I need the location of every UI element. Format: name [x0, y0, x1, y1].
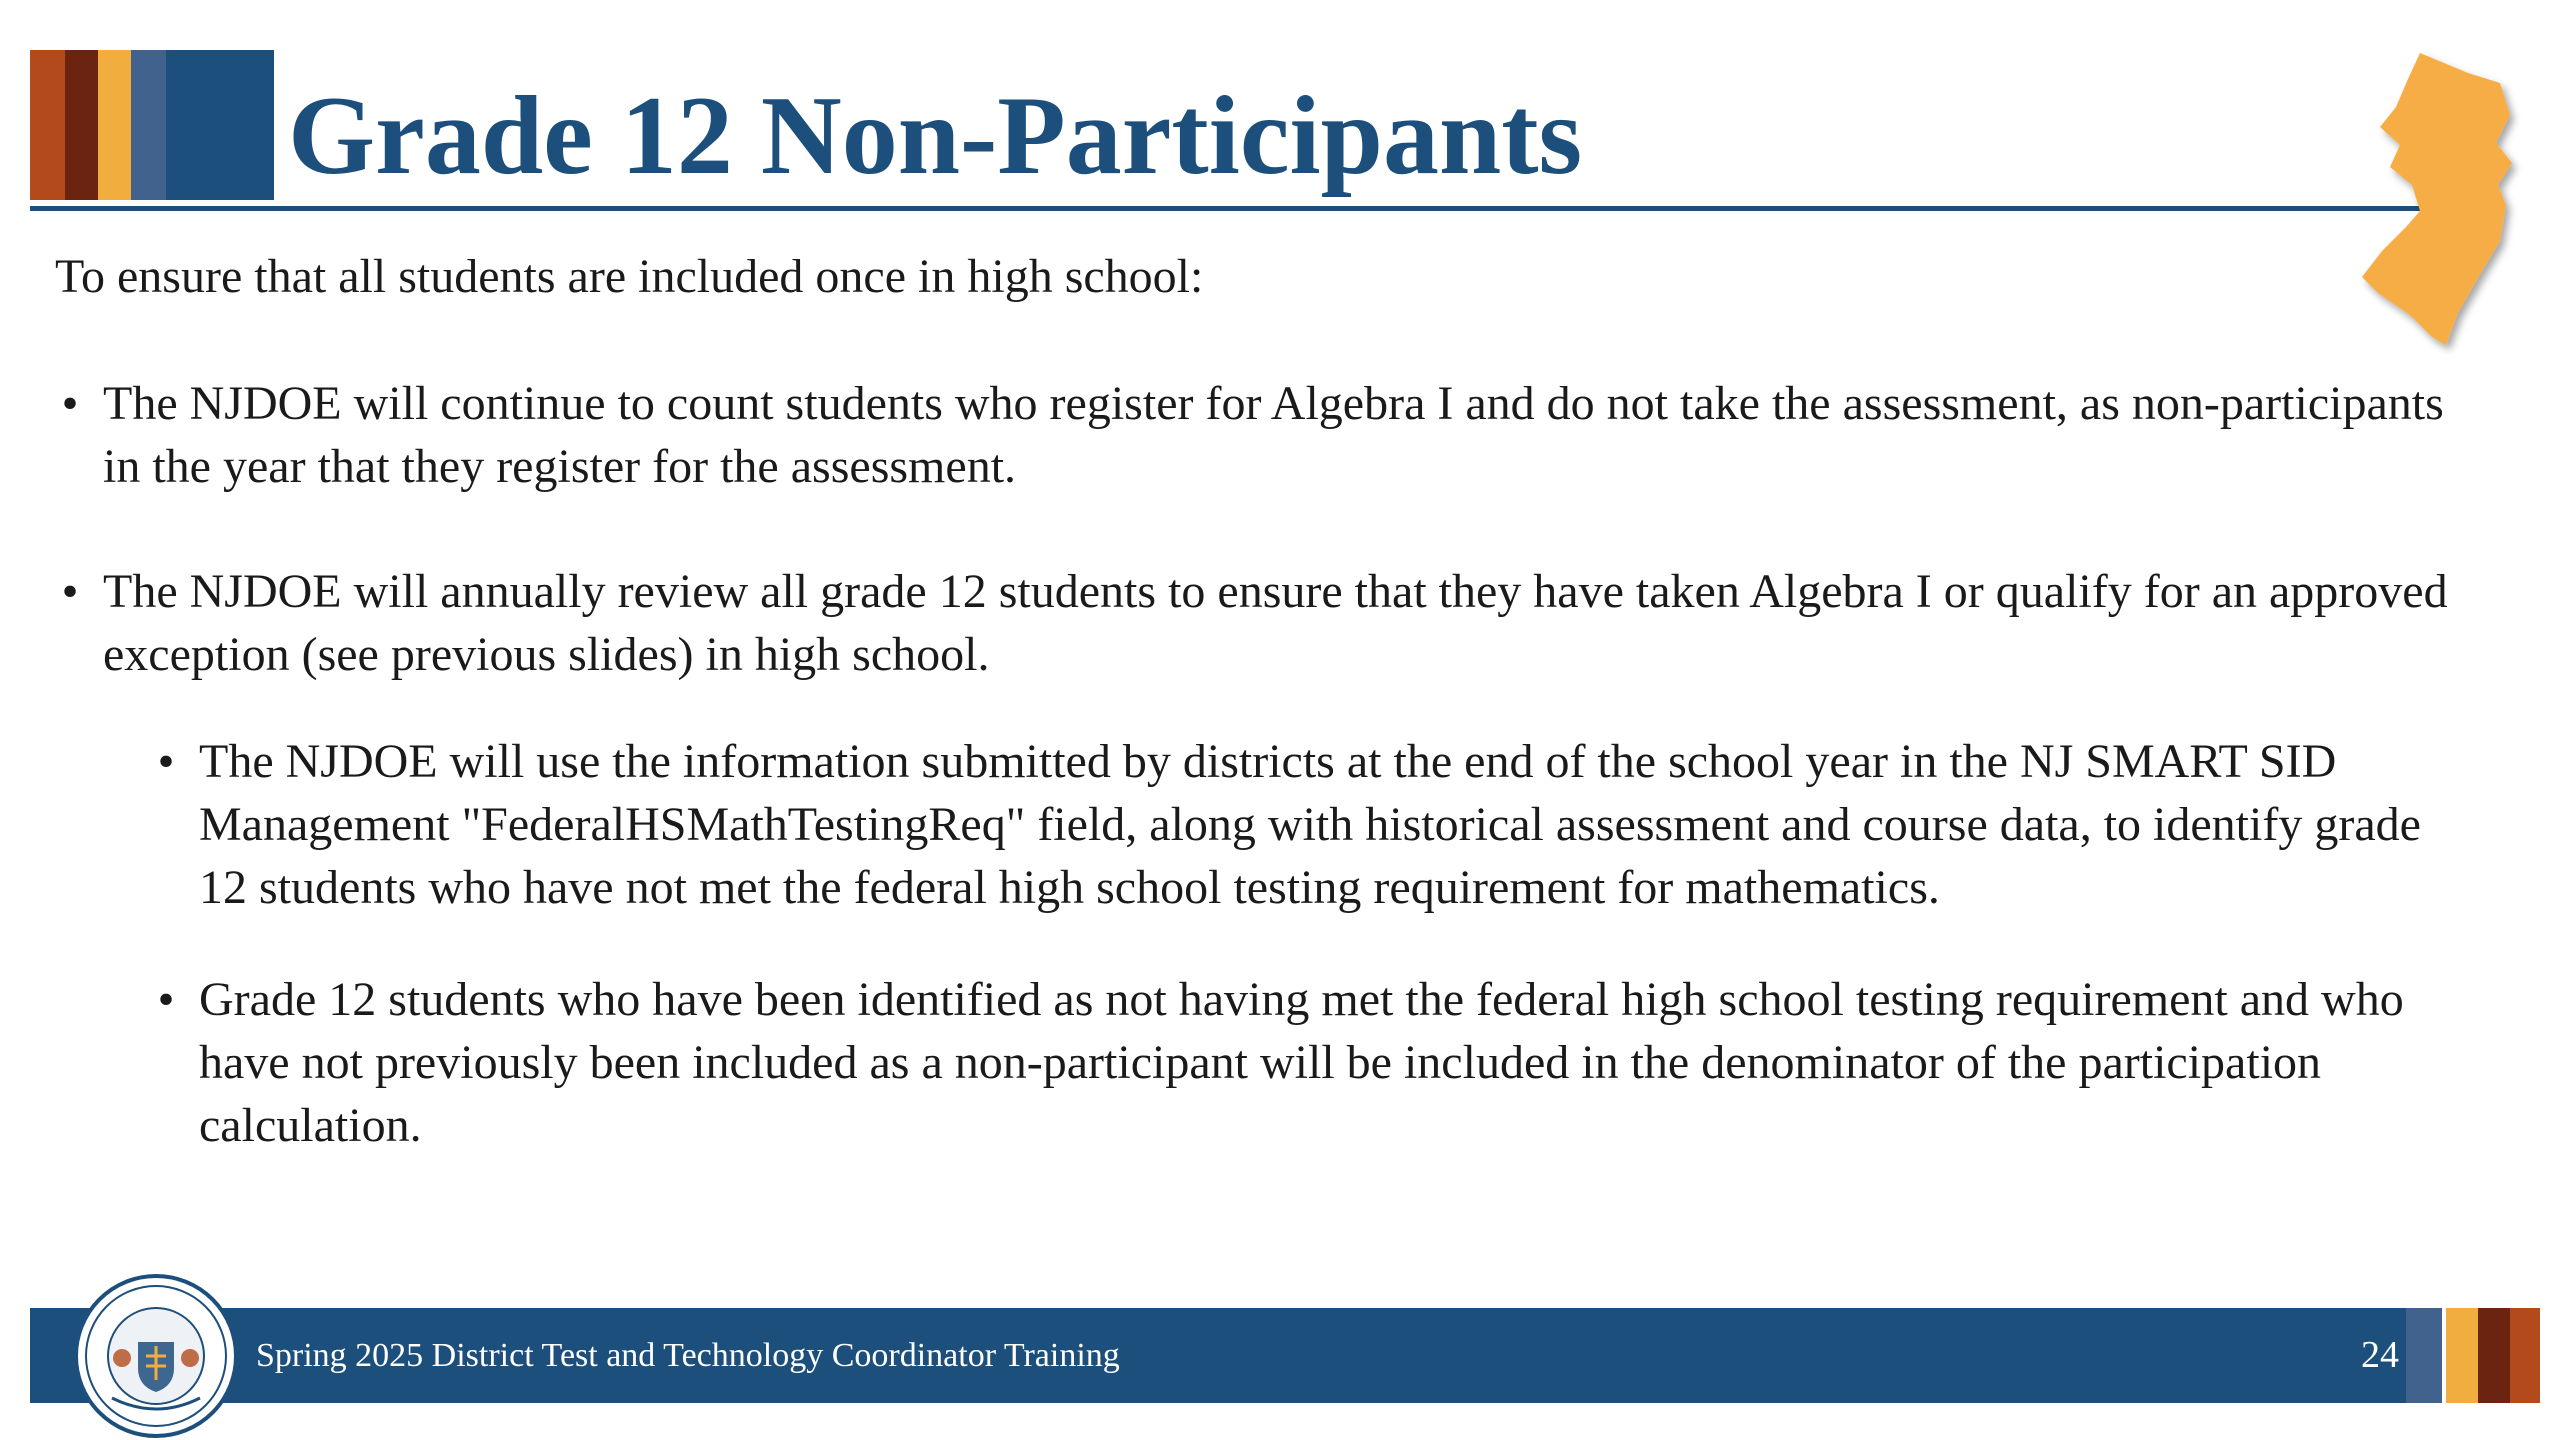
stripe-slate — [131, 50, 166, 200]
stripe-gold — [98, 50, 131, 200]
intro-text: To ensure that all students are included once in high school: — [55, 250, 1204, 303]
bullet-text: The NJDOE will annually review all grade 12 students to ensure that they have taken Algebra I or qualify for an approved exception (see previous slides) in high school. — [103, 565, 2448, 681]
stripe-gold — [2446, 1308, 2478, 1403]
bullet-dot: • — [157, 973, 175, 1026]
slide-body — [55, 245, 2475, 1206]
stripe-brown — [2478, 1308, 2510, 1403]
footer-bar — [30, 1308, 2540, 1403]
page-title: Grade 12 Non-Participants — [288, 74, 1583, 198]
sub-bullet-item — [151, 968, 2475, 1157]
bullet-text: The NJDOE will use the information submitted by districts at the end of the school year in the NJ SMART SID Management "FederalHSMathTestingReq" field, along with historical assessment and course data, to identify grade 12 students who have not met the federal high school testing requirement for mathematics. — [199, 735, 2421, 914]
bullet-dot: • — [157, 735, 175, 788]
sub-bullet-item — [151, 730, 2475, 919]
stripe-slate — [2406, 1308, 2442, 1403]
state-seal-icon — [72, 1272, 240, 1440]
bullet-item — [55, 372, 2475, 498]
footer-title: Spring 2025 District Test and Technology Coordinator Training — [256, 1337, 1120, 1374]
footer-stripes — [2406, 1308, 2540, 1403]
stripe-navy — [166, 50, 274, 200]
bullet-dot: • — [61, 565, 79, 618]
stripe-brown — [65, 50, 98, 200]
stripe-rust — [30, 50, 65, 200]
header-stripes — [30, 50, 274, 200]
bullet-text: The NJDOE will continue to count students who register for Algebra I and do not take the assessment, as non-participants in the year that they register for the assessment. — [103, 377, 2444, 493]
bullet-text: Grade 12 students who have been identified as not having met the federal high school testing requirement and who have not previously been included as a non-participant will be included in the denominator of the participation calculation. — [199, 973, 2404, 1152]
bullet-dot: • — [61, 377, 79, 430]
title-divider — [30, 206, 2440, 211]
bullet-item — [55, 560, 2475, 686]
page-number: 24 — [2361, 1334, 2399, 1376]
stripe-rust — [2510, 1308, 2540, 1403]
